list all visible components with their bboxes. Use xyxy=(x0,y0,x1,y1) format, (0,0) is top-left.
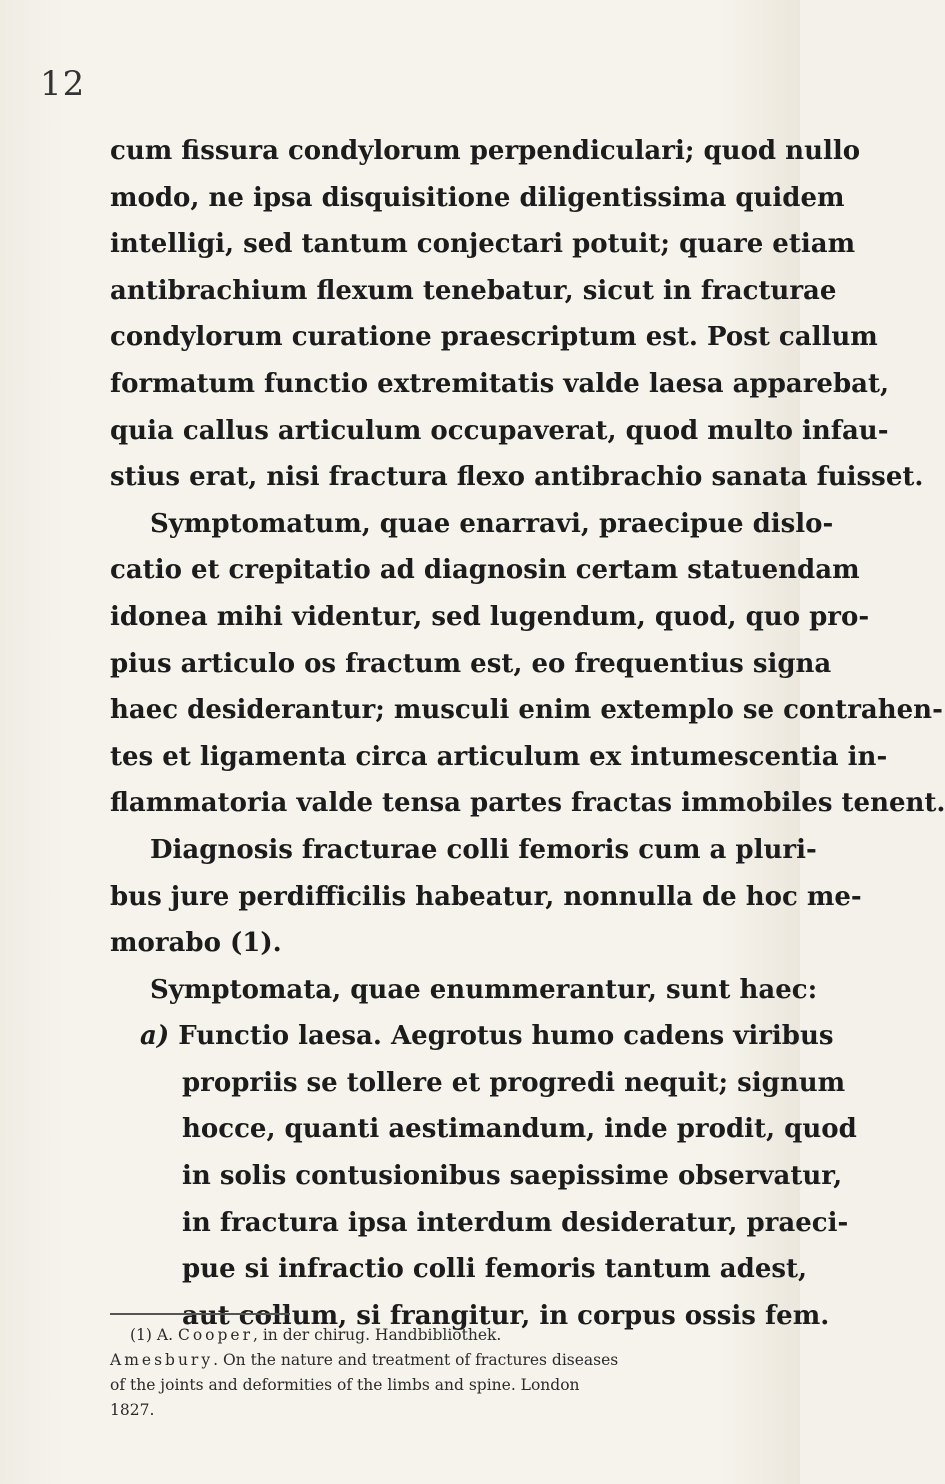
text-line: bus jure perdifficilis habeatur, nonnulla de hoc me- xyxy=(110,881,862,912)
footnote-line xyxy=(110,1348,790,1373)
footnote-marker: (1) A. xyxy=(130,1326,174,1344)
text-line: Symptomatum, quae enarravi, praecipue dislo- xyxy=(150,508,834,539)
footnote-author: Cooper xyxy=(177,1326,253,1344)
footnote xyxy=(110,1323,790,1423)
text-line: catio et crepitatio ad diagnosin certam statuendam xyxy=(110,555,860,586)
text-line: modo, ne ipsa disquisitione diligentissima quidem xyxy=(110,182,845,213)
text-line: in solis contusionibus saepissime observatur, xyxy=(182,1161,843,1192)
body-text xyxy=(110,128,945,1339)
text-line: Symptomata, quae enummerantur, sunt haec: xyxy=(150,974,818,1005)
text-line: intelligi, sed tantum conjectari potuit; quare etiam xyxy=(110,229,856,260)
footnote-text: . On the nature and treatment of fractures diseases xyxy=(213,1351,619,1369)
text-line: haec desiderantur; musculi enim extemplo se contrahen- xyxy=(110,695,943,726)
text-line: pue si infractio colli femoris tantum adest, xyxy=(182,1254,808,1285)
text-line: in fractura ipsa interdum desideratur, praeci- xyxy=(182,1207,849,1238)
footnote-line: 1827. xyxy=(110,1401,155,1419)
footnote-text: , in der chirug. Handbibliothek. xyxy=(252,1326,502,1344)
text-line: cum fissura condylorum perpendiculari; quod nullo xyxy=(110,136,861,166)
text-line: quia callus articulum occupaverat, quod multo infau- xyxy=(110,415,889,446)
text-line: aut collum, si frangitur, in corpus ossis fem. xyxy=(182,1300,830,1331)
text-line: formatum functio extremitatis valde laesa apparebat, xyxy=(110,368,890,399)
list-item-letter: a) xyxy=(140,1021,170,1052)
text-line: flammatoria valde tensa partes fractas immobiles tenent. xyxy=(110,788,945,819)
text-line: condylorum curatione praescriptum est. Post callum xyxy=(110,322,878,353)
text-line: Diagnosis fracturae colli femoris cum a pluri- xyxy=(150,834,817,865)
list-item-text: Functio laesa. Aegrotus humo cadens viribus xyxy=(178,1021,834,1052)
footnote-line: of the joints and deformities of the limbs and spine. London xyxy=(110,1376,580,1394)
text-line: tes et ligamenta circa articulum ex intumescentia in- xyxy=(110,741,888,772)
text-line: stius erat, nisi fractura flexo antibrachio sanata fuisset. xyxy=(110,462,924,493)
list-item-a xyxy=(110,1013,834,1060)
footnote-line xyxy=(110,1323,790,1348)
text-line: antibrachium flexum tenebatur, sicut in fracturae xyxy=(110,275,837,306)
text-line: propriis se tollere et progredi nequit; signum xyxy=(182,1067,846,1098)
text-line: pius articulo os fractum est, eo frequentius signa xyxy=(110,648,832,679)
page-number: 12 xyxy=(40,64,86,104)
footnote-author: Amesbury xyxy=(110,1351,214,1369)
text-line: morabo (1). xyxy=(110,928,282,959)
text-line: idonea mihi videntur, sed lugendum, quod, quo pro- xyxy=(110,601,870,632)
text-line: hocce, quanti aestimandum, inde prodit, quod xyxy=(182,1114,857,1145)
footnote-divider xyxy=(110,1313,290,1315)
